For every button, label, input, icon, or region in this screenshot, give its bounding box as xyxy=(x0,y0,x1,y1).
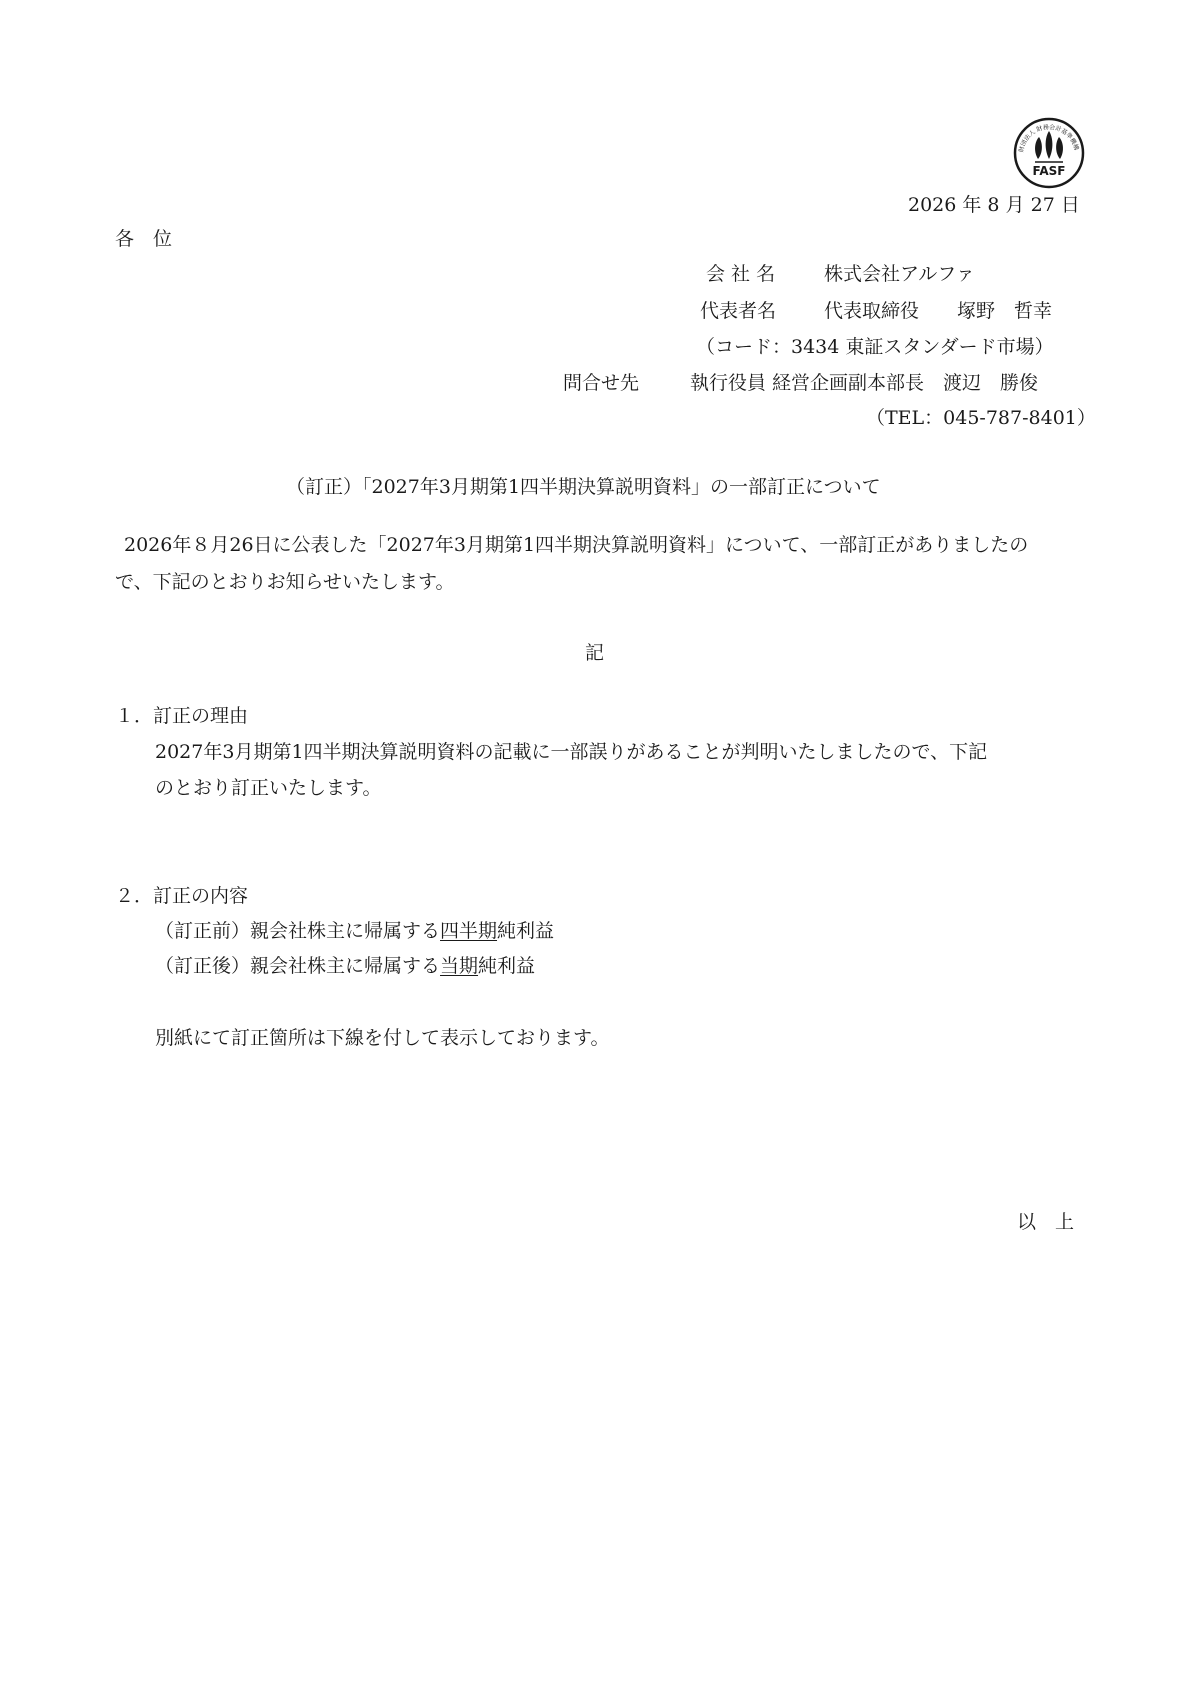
section1-heading: １．訂正の理由 xyxy=(115,705,249,727)
correction-before xyxy=(155,922,554,941)
contact-value: 執行役員 経営企画副本部長 渡辺 勝俊 xyxy=(690,372,1039,394)
addressee: 各 位 xyxy=(115,228,173,250)
section1-line-2: のとおり訂正いたします。 xyxy=(155,777,382,799)
stock-code-line: （コード：3434 東証スタンダード市場） xyxy=(696,336,1054,358)
intro-line-1: 2026年８月26日に公表した「2027年3月期第1四半期決算説明資料」について、一部訂正がありましたの xyxy=(124,534,1029,556)
correction-after xyxy=(155,957,535,976)
section1-line-1: 2027年3月期第1四半期決算説明資料の記載に一部誤りがあることが判明いたしましたので、下記 xyxy=(155,741,988,763)
correction-before-prefix: （訂正前）親会社株主に帰属する xyxy=(155,920,441,942)
contact-tel: （TEL：045-787-8401） xyxy=(866,407,1096,429)
logo-arc-text: 財団法人 財務会計基準機構 xyxy=(1018,123,1080,153)
underline-note: 別紙にて訂正箇所は下線を付して表示しております。 xyxy=(155,1027,610,1049)
intro-line-2: で、下記のとおりお知らせいたします。 xyxy=(115,571,455,593)
ki-heading: 記 xyxy=(585,642,605,664)
representative-value: 代表取締役 塚野 哲幸 xyxy=(824,300,1053,322)
logo-text: FASF xyxy=(1032,164,1066,178)
document-date: 2026 年 8 月 27 日 xyxy=(908,194,1080,216)
contact-label: 問合せ先 xyxy=(563,372,640,394)
company-name-value: 株式会社アルファ xyxy=(824,263,975,285)
section2-heading: ２．訂正の内容 xyxy=(115,885,249,907)
company-name-label: 会 社 名 xyxy=(706,263,776,285)
correction-after-prefix: （訂正後）親会社株主に帰属する xyxy=(155,955,441,977)
correction-after-suffix: 純利益 xyxy=(478,955,536,977)
document-title: （訂正）「2027年3月期第1四半期決算説明資料」の一部訂正について xyxy=(286,476,881,498)
closing-ijou: 以 上 xyxy=(1017,1211,1075,1233)
correction-before-underlined: 四半期 xyxy=(440,920,498,942)
correction-after-underlined: 当期 xyxy=(440,955,479,977)
fasf-logo xyxy=(1013,117,1085,189)
correction-before-suffix: 純利益 xyxy=(497,920,555,942)
representative-label: 代表者名 xyxy=(700,300,777,322)
